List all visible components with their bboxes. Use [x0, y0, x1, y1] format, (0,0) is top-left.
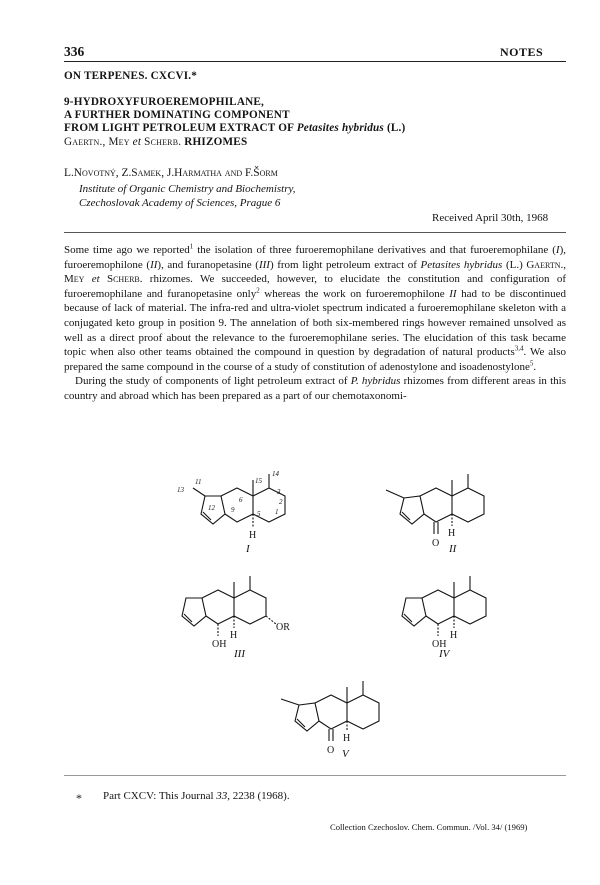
footnote-text-pre: Part CXCV: This Journal [103, 790, 217, 802]
page-number: 336 [64, 44, 85, 59]
structure-IV-drawing [392, 570, 532, 660]
text-run: Some time ago we reported [64, 244, 190, 256]
structure-III-drawing [166, 570, 306, 660]
paragraph-1 [64, 243, 566, 374]
hydrogen-label: H [230, 630, 238, 641]
affiliation-line-1: Institute of Organic Chemistry and Biochemistry, [79, 183, 296, 195]
title-et: et [129, 136, 145, 148]
text-run: rhizomes. We succeeded, however, to elucidate the constitution and configuration of furoeremophilane and furanopetasine only [64, 273, 566, 300]
title-line-1: ON TERPENES. CXCVI.* [64, 70, 198, 82]
text-run: (L.) [502, 258, 527, 271]
title-line-4-pre: FROM LIGHT PETROLEUM EXTRACT OF [64, 122, 297, 134]
authors: L.Novotný, Z.Samek, J.Harmatha and F.Šorm [64, 167, 278, 179]
ester-label: OR [276, 622, 290, 633]
text-run: whereas the work on furoeremophilone [259, 287, 450, 300]
header-rule [64, 61, 566, 62]
atom-label-11: 11 [195, 478, 202, 486]
affiliation-line-2: Czechoslovak Academy of Sciences, Prague 6 [79, 197, 281, 209]
received-date: Received April 30th, 1968 [432, 212, 549, 224]
text-run: ) from light petroleum extract of [269, 258, 421, 271]
section-label: NOTES [500, 45, 544, 59]
footnote-rule [64, 775, 566, 776]
paragraph-2 [64, 374, 566, 403]
structure-II-label: II [449, 543, 457, 555]
title-line-5 [64, 136, 247, 148]
structure-III [166, 570, 306, 660]
title-line-4-post: (L.) [383, 122, 406, 134]
title-line-3: A FURTHER DOMINATING COMPONENT [64, 109, 290, 121]
structure-I-drawing [175, 466, 315, 556]
author-citation: Scherb. [106, 273, 143, 286]
atom-label-13: 13 [177, 486, 184, 494]
text-run: During the study of components of light petroleum extract of [75, 375, 351, 388]
species-name: Petasites hybridus [420, 258, 503, 271]
title-line-2: 9-HYDROXYFUROEREMOPHILANE, [64, 96, 265, 108]
structure-IV [392, 570, 532, 660]
oxygen-label: O [327, 745, 335, 756]
atom-label-15: 15 [255, 477, 262, 485]
title-line-4 [64, 122, 405, 134]
structure-I-label: I [246, 543, 250, 555]
atom-label-3: 3 [277, 488, 281, 496]
hydrogen-label: H [448, 528, 456, 539]
structure-IV-label: IV [439, 648, 450, 660]
citation: 3,4 [514, 344, 524, 353]
hydrogen-label: H [249, 530, 257, 541]
hydrogen-label: H [450, 630, 458, 641]
footnote-text-post: , 2238 (1968). [227, 790, 290, 802]
citation: 1 [189, 242, 194, 251]
text-run: . [533, 360, 537, 373]
structure-V-label: V [342, 748, 349, 760]
structure-I [175, 466, 315, 556]
text-run: the isolation of three furoeremophilane derivatives and that furoeremophilane ( [193, 244, 556, 256]
species-name: P. hybridus [350, 375, 401, 388]
atom-label-5: 5 [257, 510, 261, 518]
journal-footer: Collection Czechoslov. Chem. Commun. /Vol. 34/ (1969) [330, 822, 528, 832]
text-run: ), and furanopetasine ( [157, 258, 259, 271]
body-text [64, 243, 566, 404]
text-run: et [84, 273, 107, 286]
atom-label-12: 12 [208, 504, 215, 512]
compound-ref: II [449, 287, 457, 300]
oxygen-label: O [432, 538, 440, 549]
compound-ref: II [150, 258, 158, 271]
structure-III-label: III [234, 648, 245, 660]
atom-label-9: 9 [231, 506, 235, 514]
text-run: . We also prepared the same compound in the course of a study of constitution of adenostylone and isoadenostylone [64, 346, 566, 373]
text-run: ), furoeremophilone ( [64, 244, 566, 271]
abstract-rule [64, 232, 566, 233]
footnote-text [103, 790, 290, 802]
atom-label-2: 2 [279, 498, 283, 506]
hydroxyl-label: OH [212, 639, 227, 650]
hydroxyl-label: OH [432, 639, 447, 650]
footnote-mark: * [76, 791, 82, 805]
footnote-volume: 33 [216, 790, 228, 802]
title-species: Petasites hybridus [296, 122, 384, 134]
text-run: rhizomes from different areas in this country and abroad which has been prepared as a part of our chemotaxonomi- [64, 375, 566, 402]
atom-label-14: 14 [272, 470, 279, 478]
atom-label-1: 1 [275, 508, 279, 516]
author-citation: Gaertn., Mey [64, 258, 566, 286]
compound-ref: I [555, 244, 560, 256]
hydrogen-label: H [343, 733, 351, 744]
compound-ref: III [258, 258, 270, 271]
title-rhizomes: RHIZOMES [181, 136, 248, 148]
text-run: had to be discontinued because of lack of material. The infra-red and ultra-violet spectrum indicated a furoeremophilane skeleton with a conjugated keto group in position 9. The annelation of both six-membered rings however remained unsolved as well as a direct proof about the relevance to the furoeremophilane series. The elucidation of this task became topic when also other teams obtained the compound in question by degradation of natural products [64, 287, 566, 359]
title-author-citation: Gaertn., Mey [64, 136, 130, 148]
citation: 2 [256, 286, 260, 295]
title-author-citation-2: Scherb. [144, 136, 182, 148]
citation: 5 [529, 359, 534, 368]
atom-label-6: 6 [239, 496, 243, 504]
